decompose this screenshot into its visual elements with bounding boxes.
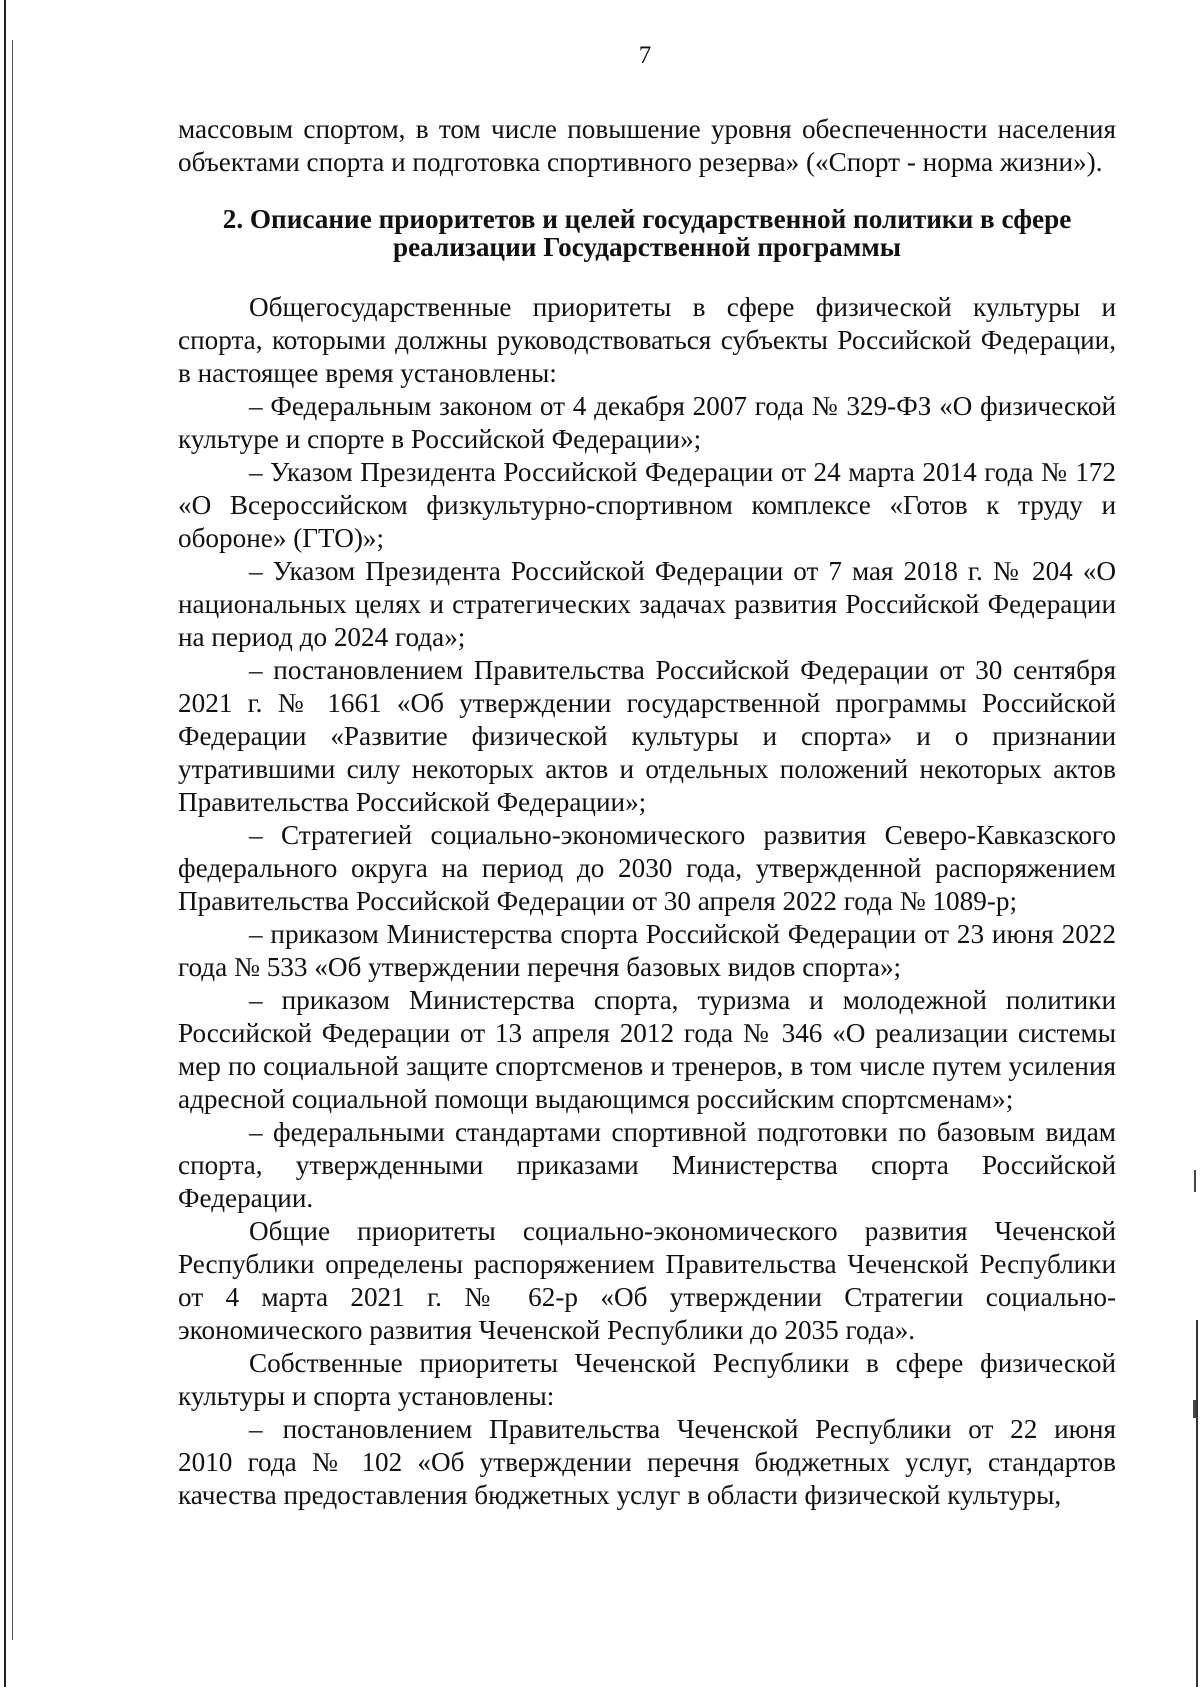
scan-mark-lower bbox=[1193, 1400, 1196, 1418]
list-item-chechen-resolution bbox=[178, 1413, 1116, 1512]
list-item-chechen-resolution-text: постановлением Правительства Чеченской Республики от 22 июня 2010 года № 102 «Об утверждении перечня бюджетных услуг, стандартов качества предоставления бюджетных услуг в области физической культуры, bbox=[178, 1414, 1116, 1510]
scan-edge-left-inner bbox=[12, 40, 13, 1640]
list-item-government-resolution: – постановлением Правительства Российской Федерации от 30 сентября 2021 г. № 1661 «Об утверждении государственной программы Российской Федерации «Развитие физической культуры и спорта» и о признании утратившими силу некоторых актов и отдельных положений некоторых актов Правительства Российской Федерации»; bbox=[178, 655, 1116, 817]
section-heading-line-2: реализации Государственной программы bbox=[392, 232, 902, 262]
list-item-order-social-protection: – приказом Министерства спорта, туризма и молодежной политики Российской Федерации от 13 апреля 2012 года № 346 «О реализации системы мер по социальной защите спортсменов и тренеров, в том числе путем усиления адресной социальной помощи выдающимся российским спортсменам»; bbox=[178, 985, 1116, 1114]
section-heading-line-1: 2. Описание приоритетов и целей государственной политики в сфере bbox=[222, 204, 1072, 234]
scan-mark bbox=[1194, 1170, 1196, 1192]
paragraph-priorities-intro: Общегосударственные приоритеты в сфере физической культуры и спорта, которыми должны руководствоваться субъекты Российской Федерации, в настоящее время установлены: bbox=[178, 292, 1116, 388]
scan-edge-right bbox=[1196, 1320, 1198, 1687]
paragraph-own-priorities: Собственные приоритеты Чеченской Республики в сфере физической культуры и спорта установлены: bbox=[178, 1348, 1116, 1411]
list-item-decree-gto: – Указом Президента Российской Федерации от 24 марта 2014 года № 172 «О Всероссийском физкультурно-спортивном комплексе «Готов к труду и обороне» (ГТО)»; bbox=[178, 457, 1116, 553]
list-item-decree-national-goals: – Указом Президента Российской Федерации от 7 мая 2018 г. № 204 «О национальных целях и стратегических задачах развития Российской Федерации на период до 2024 года»; bbox=[178, 556, 1116, 652]
scan-edge-left bbox=[4, 0, 6, 1687]
list-item-federal-law: – Федеральным законом от 4 декабря 2007 года № 329-ФЗ «О физической культуре и спорте в Российской Федерации»; bbox=[178, 391, 1116, 454]
list-item-federal-standards: – федеральными стандартами спортивной подготовки по базовым видам спорта, утвержденными приказами Министерства спорта Российской Федерации. bbox=[178, 1117, 1116, 1213]
paragraph-general-priorities: Общие приоритеты социально-экономического развития Чеченской Республики определены распоряжением Правительства Чеченской Республики от 4 марта 2021 г. № 62-р «Об утверждении Стратегии социально-экономического развития Чеченской Республики до 2035 года». bbox=[178, 1216, 1116, 1345]
document-body bbox=[178, 113, 1116, 1512]
intro-continuation: массовым спортом, в том числе повышение уровня обеспеченности населения объектами спорта и подготовка спортивного резерва» («Спорт - норма жизни»). bbox=[178, 114, 1116, 177]
list-item-strategy-nkfo: – Стратегией социально-экономического развития Северо-Кавказского федерального округа на период до 2030 года, утвержденной распоряжением Правительства Российской Федерации от 30 апреля 2022 года № 1089-р; bbox=[178, 820, 1116, 916]
list-dash: – bbox=[249, 1414, 263, 1444]
section-heading bbox=[178, 205, 1116, 261]
page-number: 7 bbox=[638, 42, 652, 69]
list-item-order-basic-sports: – приказом Министерства спорта Российской Федерации от 23 июня 2022 года № 533 «Об утверждении перечня базовых видов спорта»; bbox=[178, 919, 1116, 982]
